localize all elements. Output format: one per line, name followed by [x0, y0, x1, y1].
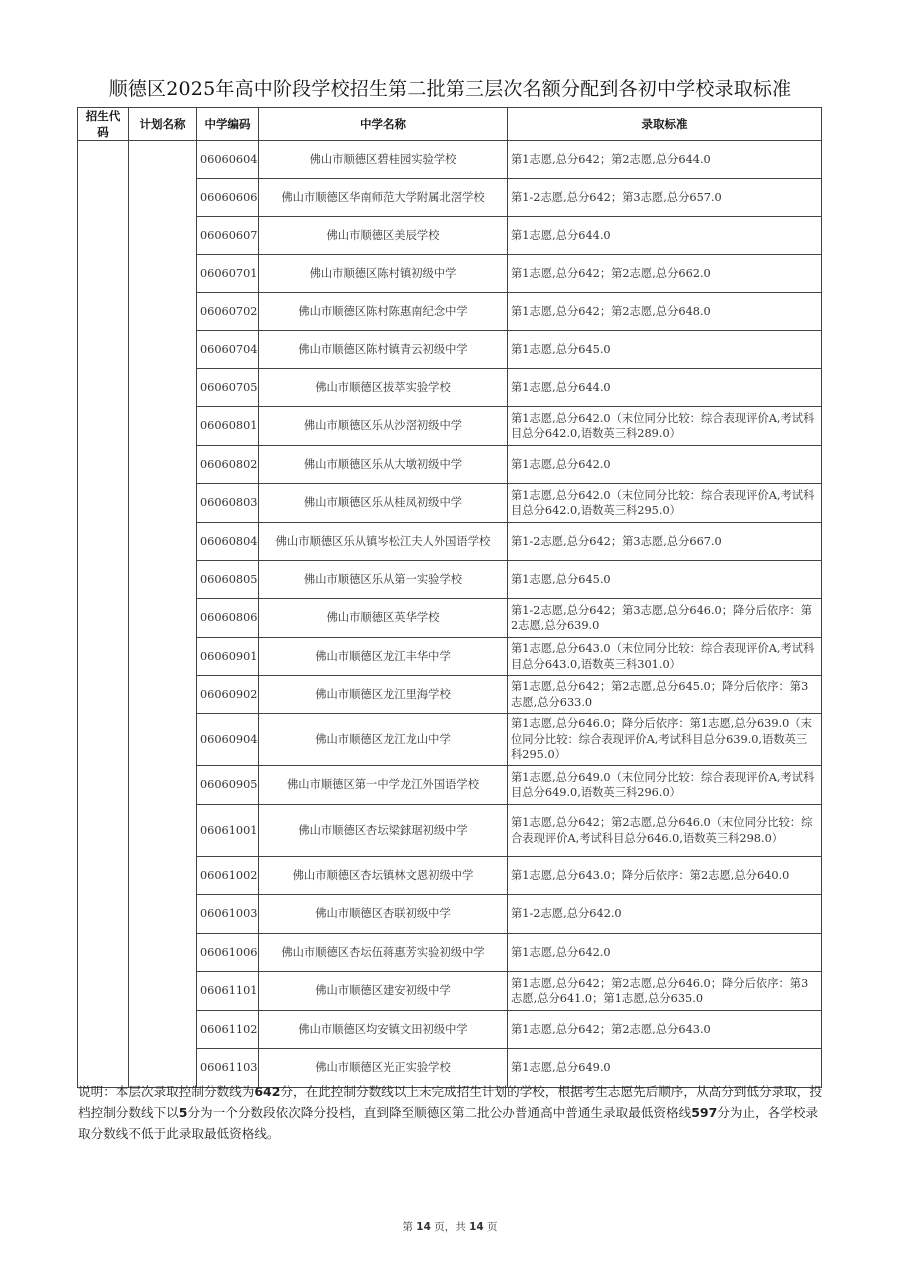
admission-standard-cell: 第1志愿,总分642.0 — [508, 934, 822, 972]
admission-standard-cell: 第1志愿,总分642；第2志愿,总分646.0（末位同分比较：综合表现评价A,考试科目总分646.0,语数英三科298.0） — [508, 805, 822, 857]
school-name-cell: 佛山市顺德区乐从桂凤初级中学 — [259, 484, 508, 523]
page-title: 顺德区2025年高中阶段学校招生第二批第三层次名额分配到各初中学校录取标准 — [108, 78, 792, 100]
school-code-cell: 06060904 — [197, 714, 259, 766]
table-header-row — [78, 108, 822, 141]
school-code-cell: 06061101 — [197, 972, 259, 1011]
admission-standard-cell: 第1志愿,总分642；第2志愿,总分645.0；降分后依序：第3志愿,总分633.0 — [508, 676, 822, 714]
school-code-cell: 06060805 — [197, 561, 259, 599]
school-name-cell: 佛山市顺德区陈村镇青云初级中学 — [259, 331, 508, 369]
explanation-note — [78, 1081, 823, 1144]
school-name-cell: 佛山市顺德区第一中学龙江外国语学校 — [259, 766, 508, 805]
footer-prefix: 第 — [402, 1221, 417, 1233]
note-part4: 分为止，各学校录取分数线不低于此录取最低资格线。 — [78, 1105, 819, 1141]
table-body — [78, 141, 822, 1088]
header-admission-standard: 录取标准 — [508, 108, 822, 141]
school-code-cell: 06060806 — [197, 599, 259, 638]
enroll-code-cell — [78, 141, 129, 1088]
admission-standard-cell: 第1志愿,总分646.0；降分后依序：第1志愿,总分639.0（末位同分比较：综合表现评价A,考试科目总分639.0,语数英三科295.0） — [508, 714, 822, 766]
school-name-cell: 佛山市顺德区拔萃实验学校 — [259, 369, 508, 407]
school-name-cell: 佛山市顺德区乐从大墩初级中学 — [259, 446, 508, 484]
note-part3: 分为一个分数段依次降分投档，直到降至顺德区第二批公办普通高中普通生录取最低资格线 — [187, 1105, 692, 1120]
school-name-cell: 佛山市顺德区龙江里海学校 — [259, 676, 508, 714]
plan-name-cell — [129, 141, 197, 1088]
school-name-cell: 佛山市顺德区陈村陈惠南纪念中学 — [259, 293, 508, 331]
admission-standard-cell: 第1志愿,总分642；第2志愿,总分644.0 — [508, 141, 822, 179]
header-school-code: 中学编码 — [197, 108, 259, 141]
school-name-cell: 佛山市顺德区杏坛镇林文恩初级中学 — [259, 857, 508, 895]
note-prefix: 说明：本层次录取控制分数线为 — [78, 1084, 255, 1099]
admission-standard-cell: 第1志愿,总分642；第2志愿,总分646.0；降分后依序：第3志愿,总分641.0；第1志愿,总分635.0 — [508, 972, 822, 1011]
admission-standards-table — [77, 107, 822, 1088]
school-code-cell: 06061002 — [197, 857, 259, 895]
school-code-cell: 06061103 — [197, 1049, 259, 1088]
admission-standard-cell: 第1志愿,总分645.0 — [508, 331, 822, 369]
school-name-cell: 佛山市顺德区碧桂园实验学校 — [259, 141, 508, 179]
admission-standard-cell: 第1志愿,总分649.0 — [508, 1049, 822, 1088]
admission-standard-cell: 第1志愿,总分642；第2志愿,总分643.0 — [508, 1011, 822, 1049]
school-name-cell: 佛山市顺德区龙江龙山中学 — [259, 714, 508, 766]
school-code-cell: 06060702 — [197, 293, 259, 331]
admission-standard-cell: 第1志愿,总分642；第2志愿,总分662.0 — [508, 255, 822, 293]
school-name-cell: 佛山市顺德区陈村镇初级中学 — [259, 255, 508, 293]
school-name-cell: 佛山市顺德区杏联初级中学 — [259, 895, 508, 934]
admission-standard-cell: 第1志愿,总分644.0 — [508, 369, 822, 407]
admission-standard-cell: 第1志愿,总分643.0；降分后依序：第2志愿,总分640.0 — [508, 857, 822, 895]
school-name-cell: 佛山市顺德区建安初级中学 — [259, 972, 508, 1011]
school-name-cell: 佛山市顺德区杏坛伍蒋惠芳实验初级中学 — [259, 934, 508, 972]
note-part2: 分，在此控制分数线以上未完成招生计划的学校，根据考生志愿先后顺序，从高分到低分录取，投档控制分数线下以 — [78, 1084, 822, 1120]
school-code-cell: 06061102 — [197, 1011, 259, 1049]
admission-standard-cell: 第1-2志愿,总分642；第3志愿,总分657.0 — [508, 179, 822, 217]
school-code-cell: 06060901 — [197, 638, 259, 676]
school-code-cell: 06060701 — [197, 255, 259, 293]
school-name-cell: 佛山市顺德区乐从镇岑松江夫人外国语学校 — [259, 523, 508, 561]
school-code-cell: 06060803 — [197, 484, 259, 523]
header-enroll-code: 招生代码 — [78, 108, 129, 141]
school-name-cell: 佛山市顺德区光正实验学校 — [259, 1049, 508, 1088]
school-name-cell: 佛山市顺德区英华学校 — [259, 599, 508, 638]
header-school-name: 中学名称 — [259, 108, 508, 141]
school-code-cell: 06060905 — [197, 766, 259, 805]
school-name-cell: 佛山市顺德区乐从沙滘初级中学 — [259, 407, 508, 446]
school-name-cell: 佛山市顺德区乐从第一实验学校 — [259, 561, 508, 599]
school-code-cell: 06061001 — [197, 805, 259, 857]
school-code-cell: 06060801 — [197, 407, 259, 446]
school-code-cell: 06060607 — [197, 217, 259, 255]
current-page-number: 14 — [416, 1221, 431, 1233]
note-step: 5 — [178, 1105, 188, 1120]
school-name-cell: 佛山市顺德区杏坛梁銶琚初级中学 — [259, 805, 508, 857]
school-code-cell: 06060902 — [197, 676, 259, 714]
school-name-cell: 佛山市顺德区美辰学校 — [259, 217, 508, 255]
school-code-cell: 06060604 — [197, 141, 259, 179]
school-code-cell: 06061006 — [197, 934, 259, 972]
admission-standard-cell: 第1志愿,总分644.0 — [508, 217, 822, 255]
school-code-cell: 06060804 — [197, 523, 259, 561]
total-pages-number: 14 — [469, 1221, 484, 1233]
header-plan-name: 计划名称 — [129, 108, 197, 141]
school-code-cell: 06060704 — [197, 331, 259, 369]
admission-standard-cell: 第1志愿,总分643.0（末位同分比较：综合表现评价A,考试科目总分643.0,语数英三科301.0） — [508, 638, 822, 676]
footer-middle: 页，共 — [430, 1221, 470, 1233]
page-footer — [0, 1219, 900, 1234]
note-min-line: 597 — [691, 1105, 718, 1120]
admission-standard-cell: 第1志愿,总分642.0 — [508, 446, 822, 484]
admission-standard-cell: 第1志愿,总分642；第2志愿,总分648.0 — [508, 293, 822, 331]
admission-standard-cell: 第1志愿,总分642.0（末位同分比较：综合表现评价A,考试科目总分642.0,语数英三科295.0） — [508, 484, 822, 523]
admission-standard-cell: 第1志愿,总分645.0 — [508, 561, 822, 599]
school-name-cell: 佛山市顺德区龙江丰华中学 — [259, 638, 508, 676]
school-code-cell: 06060606 — [197, 179, 259, 217]
school-code-cell: 06060802 — [197, 446, 259, 484]
footer-suffix: 页 — [483, 1221, 498, 1233]
note-control-line: 642 — [254, 1084, 281, 1099]
school-code-cell: 06061003 — [197, 895, 259, 934]
admission-standard-cell: 第1-2志愿,总分642；第3志愿,总分646.0；降分后依序：第2志愿,总分639.0 — [508, 599, 822, 638]
table-row — [78, 141, 822, 179]
school-name-cell: 佛山市顺德区华南师范大学附属北滘学校 — [259, 179, 508, 217]
admission-standard-cell: 第1志愿,总分649.0（末位同分比较：综合表现评价A,考试科目总分649.0,语数英三科296.0） — [508, 766, 822, 805]
school-name-cell: 佛山市顺德区均安镇文田初级中学 — [259, 1011, 508, 1049]
admission-standard-cell: 第1志愿,总分642.0（末位同分比较：综合表现评价A,考试科目总分642.0,语数英三科289.0） — [508, 407, 822, 446]
admission-standard-cell: 第1-2志愿,总分642；第3志愿,总分667.0 — [508, 523, 822, 561]
school-code-cell: 06060705 — [197, 369, 259, 407]
admission-standard-cell: 第1-2志愿,总分642.0 — [508, 895, 822, 934]
